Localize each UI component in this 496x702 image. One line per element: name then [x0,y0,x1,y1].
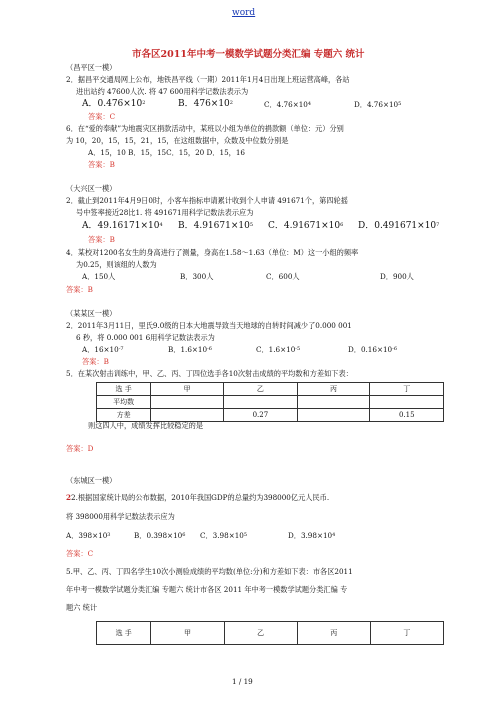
district-label: （某某区一模） [66,309,117,318]
district-label: （大兴区一模） [66,184,117,193]
option-b: B．$476\times 10^2$ [178,99,233,109]
stats-table [96,621,444,645]
table-row [97,383,444,396]
table-row [97,396,444,409]
option-a: A．$398\times 10^3$ [66,531,111,540]
table-cell: 方差 [97,409,151,422]
table-header: 选 手 [97,383,151,396]
answer: 答案：D [66,444,94,453]
table-header: 丙 [297,622,370,645]
table-cell: 平均数 [97,396,151,409]
table-header: 乙 [224,383,297,396]
table-header: 丁 [370,622,443,645]
option-c: C．$1.6\times 10^{-5}$ [256,345,301,354]
options-row: A．15，10 B．15，15C．15，20 D．15，16 [88,148,245,157]
option-d: D．$4.76\times 10^5$ [354,100,402,109]
option-c: C．600人 [266,272,300,281]
table-cell [297,409,370,422]
question-text: 4．某校对1200名女生的身高进行了测量，身高在1.58～1.63（单位：M）这一小组的频率 [66,248,359,257]
table-header: 丁 [370,383,444,396]
table-cell: 0.15 [370,409,444,422]
option-d: D．900人 [380,272,414,281]
answer: 答案：B [88,160,115,169]
option-a: A．$49.16171\times 10^4$ [82,221,163,231]
question-text: 2．据昌平交通局网上公布，地铁昌平线（一期）2011年1月4日出现上班运营高峰，各站 [66,75,350,84]
question-text: 5．在某次射击训练中，甲、乙、丙、丁四位选手各10次射击成绩的平均数和方差如下表： [66,369,353,378]
question-text: 5.甲、乙、丙、丁四名学生10次小测验成绩的平均数(单位:分)和方差如下表：市各区2011 [66,567,353,576]
stats-table [96,382,444,422]
option-c: C．$4.91671\times 10^6$ [268,221,344,231]
table-cell [297,396,370,409]
question-text: 2．截止到2011年4月9日0时，小客车指标申请累计收到个人申请 491671个，第四轮摇 [66,196,348,205]
question-text: 题六 统计 [66,603,98,612]
option-b: B．$0.398\times 10^6$ [134,531,186,540]
question-text: 进出站约 47600人次. 将 47 600用科学记数法表示为 [76,87,249,96]
district-label: （东城区一模） [66,476,117,485]
table-row [97,622,444,645]
option-a: A．150人 [82,272,116,281]
table-cell [370,396,444,409]
table-header: 选 手 [97,622,151,645]
table-row [97,409,444,422]
question-text: 号中签率接近28比1. 将 491671用科学记数法表示应为 [76,208,254,217]
district-label: （昌平区一模） [66,63,117,72]
table-cell [151,409,224,422]
question-text: 6 秒，将 0.000 001 6用科学记数法表示为 [76,333,215,342]
question-text: 22.根据国家统计局的公布数据，2010年我国GDP的总量约为398000亿元人民币. [66,493,330,502]
table-header: 甲 [151,383,224,396]
answer: 答案：B [82,357,109,366]
page-header: word [232,8,256,18]
answer: 答案：C [66,549,94,558]
table-header: 乙 [224,622,297,645]
option-c: C．$4.76\times 10^4$ [264,100,312,109]
option-d: D．$3.98\times 10^4$ [288,531,336,540]
question-text: 年中考一模数学试题分类汇编 专题六 统计市各区 2011 年中考一模数学试题分类汇编 专 [66,585,348,594]
option-a: A．$16\times 10^{-7}$ [82,345,124,354]
table-header: 甲 [151,622,224,645]
page-number: 1 / 19 [232,677,253,686]
option-d: D．$0.16\times 10^{-6}$ [348,345,397,354]
option-d: D．$0.491671\times 10^7$ [358,221,440,231]
answer: 答案：B [88,235,115,244]
question-text: 为0.25，则该组的人数为 [76,260,157,269]
question-text: 6．在“爱的奉献”为地震灾区捐款活动中，某班以小组为单位的捐款额（单位：元）分别 [66,124,344,133]
option-b: B．$1.6\times 10^{-6}$ [168,345,212,354]
answer: 答案：B [66,285,93,294]
page-title: 市各区2011年中考一模数学试题分类汇编 专题六 统计 [132,49,365,60]
table-cell [151,396,224,409]
option-b: B．$4.91671\times 10^5$ [178,221,254,231]
option-b: B．300人 [180,272,214,281]
question-text: 将 398000用科学记数法表示应为 [66,512,175,521]
table-header: 丙 [297,383,370,396]
question-text: 为 10，20，15，15，21，15，在这组数据中，众数及中位数分别是 [66,136,289,145]
table-cell: 0.27 [224,409,297,422]
question-text: 则这四人中，成绩发挥比较稳定的是 [88,421,204,430]
option-a: A．$0.476\times 10^2$ [82,99,146,109]
option-c: C．$3.98\times 10^5$ [200,531,248,540]
table-cell [224,396,297,409]
answer: 答案：C [88,112,116,121]
question-text: 2．2011年3月11日，里氏9.0级的日本大地震导致当天地球的自转时间减少了0.000 001 [66,321,352,330]
